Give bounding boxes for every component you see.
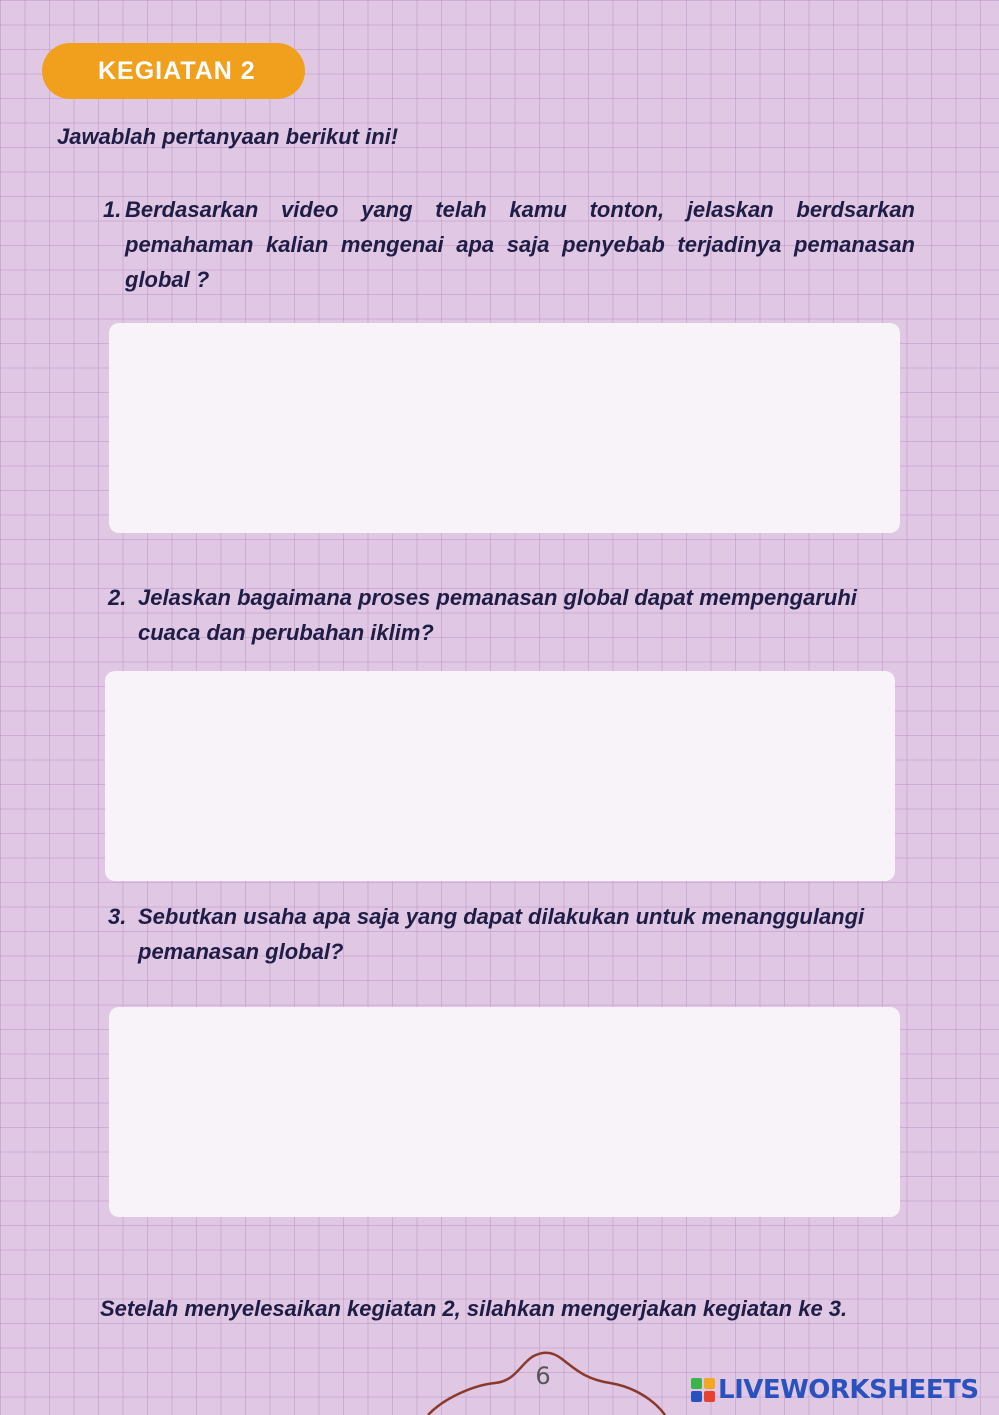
question-1-number: 1.: [103, 197, 122, 222]
question-3: [108, 899, 928, 969]
closing-instruction: Setelah menyelesaikan kegiatan 2, silahkan mengerjakan kegiatan ke 3.: [100, 1296, 848, 1321]
liveworksheets-logo-icon: [690, 1377, 716, 1403]
question-2-number: 2.: [108, 585, 127, 610]
question-2: [108, 580, 908, 650]
page-number: 6: [535, 1362, 551, 1390]
answer-field-1[interactable]: [109, 323, 900, 533]
question-2-text: Jelaskan bagaimana proses pemanasan global dapat mempengaruhi cuaca dan perubahan iklim?: [138, 585, 857, 645]
activity-badge: KEGIATAN 2: [42, 43, 305, 99]
question-1: [103, 192, 915, 297]
question-1-text: Berdasarkan video yang telah kamu tonton, jelaskan berdsarkan pemahaman kalian mengenai apa saja penyebab terjadinya pemanasan global ?: [125, 197, 915, 292]
brand-name: LIVEWORKSHEETS: [718, 1375, 979, 1405]
instruction-text: Jawablah pertanyaan berikut ini!: [57, 124, 399, 149]
question-3-text: Sebutkan usaha apa saja yang dapat dilakukan untuk menanggulangi pemanasan global?: [138, 904, 865, 964]
answer-field-3[interactable]: [109, 1007, 900, 1217]
answer-field-2[interactable]: [105, 671, 895, 881]
liveworksheets-brand-link[interactable]: [690, 1373, 979, 1407]
question-3-number: 3.: [108, 904, 127, 929]
